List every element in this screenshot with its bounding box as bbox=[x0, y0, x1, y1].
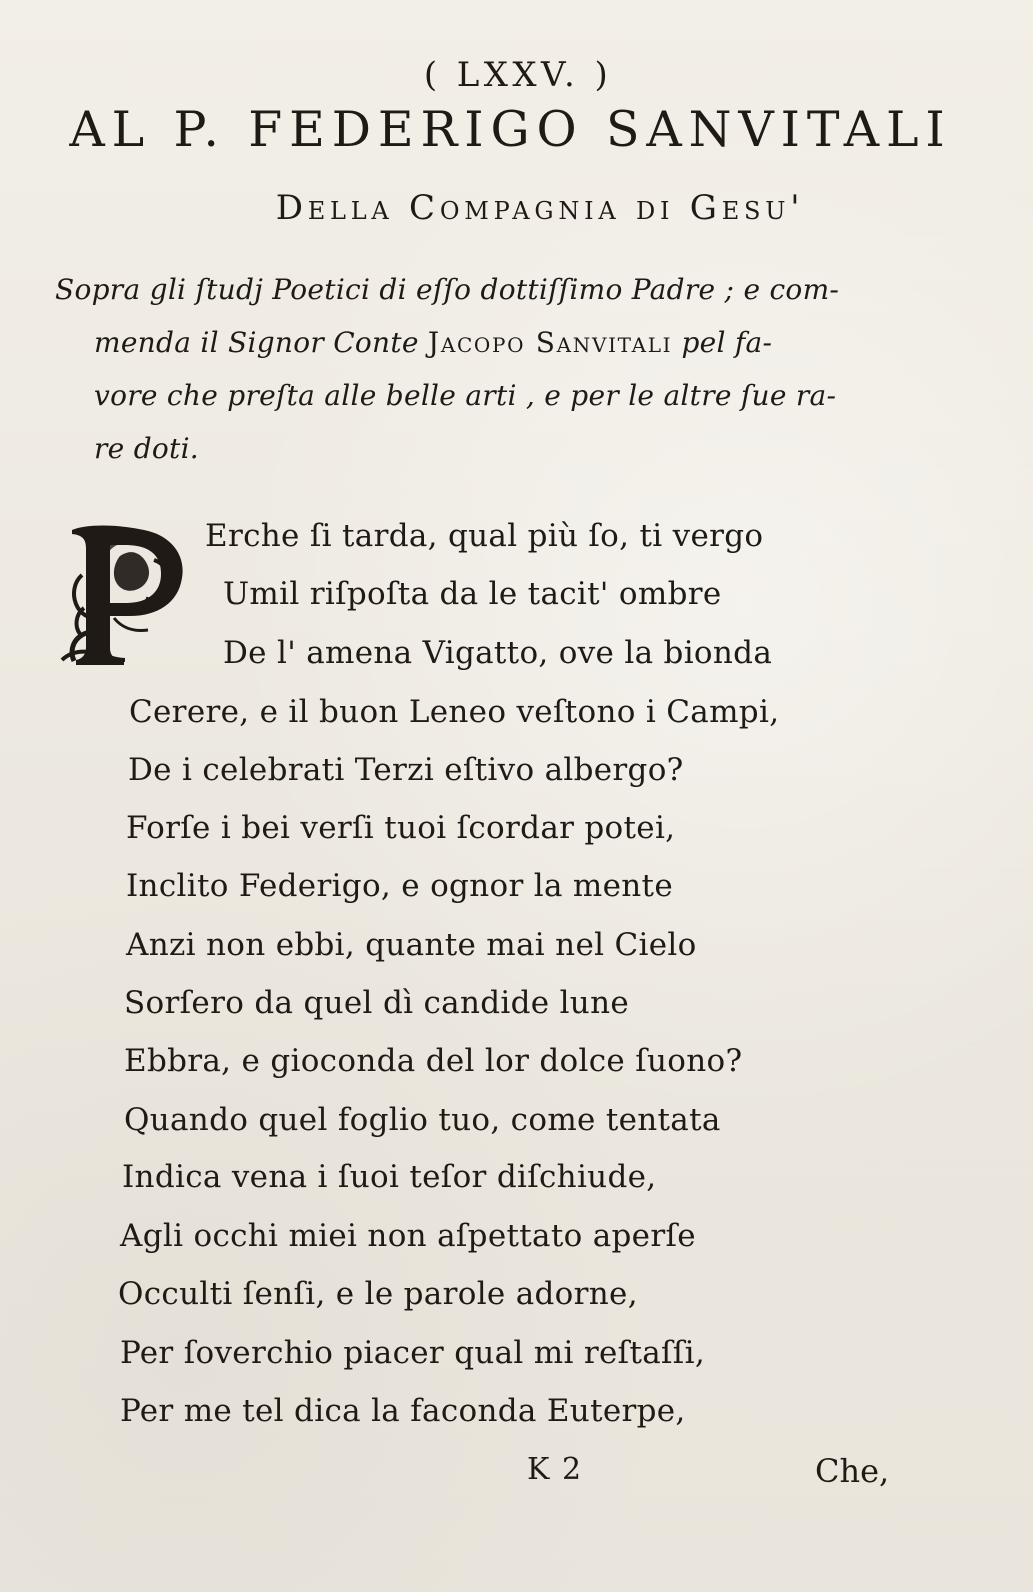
poem-line-2: Umil riſpoſta da le tacit' ombre bbox=[223, 576, 722, 612]
subheading: Della Compagnia di Gesu' bbox=[275, 188, 805, 228]
poem-line-9: Sorſero da quel dì candide lune bbox=[124, 985, 630, 1021]
poem-line-11: Quando quel foglio tuo, come tentata bbox=[124, 1102, 721, 1138]
intro-line-2-start: menda il Signor Conte bbox=[94, 326, 428, 359]
poem-line-5: De i celebrati Terzi eſtivo albergo? bbox=[128, 752, 684, 788]
poem-line-10: Ebbra, e gioconda del lor dolce ſuono? bbox=[124, 1043, 743, 1079]
intro-line-2-name: Jacopo Sanvitali bbox=[427, 326, 673, 359]
poem-line-6: Forſe i bei verſi tuoi ſcordar potei, bbox=[126, 810, 676, 846]
poem-line-3: De l' amena Vigatto, ove la bionda bbox=[223, 635, 773, 671]
intro-line-3: vore che preſta alle belle arti , e per le altre ſue ra- bbox=[94, 379, 837, 412]
poem-line-13: Agli occhi miei non aſpettato aperſe bbox=[120, 1218, 696, 1254]
running-header: ( LXXV. ) bbox=[423, 55, 613, 95]
page-title: AL P. FEDERIGO SANVITALI bbox=[69, 101, 952, 158]
poem-line-1: Erche ſi tarda, qual più ſo, ti vergo bbox=[205, 518, 764, 554]
signature-mark: K 2 bbox=[527, 1452, 583, 1487]
intro-line-2-end: pel fa- bbox=[672, 326, 773, 359]
poem-line-4: Cerere, e il buon Leneo veſtono i Campi, bbox=[129, 694, 780, 730]
poem-line-7: Inclito Federigo, e ognor la mente bbox=[126, 868, 673, 904]
ornamental-initial-p-icon bbox=[58, 520, 200, 668]
poem-line-15: Per ſoverchio piacer qual mi reſtaſſi, bbox=[120, 1335, 705, 1371]
poem-line-8: Anzi non ebbi, quante mai nel Cielo bbox=[126, 927, 697, 963]
intro-line-4: re doti. bbox=[94, 432, 199, 465]
poem-line-14: Occulti ſenſi, e le parole adorne, bbox=[118, 1276, 638, 1312]
poem-line-12: Indica vena i ſuoi teſor diſchiude, bbox=[122, 1159, 657, 1195]
intro-line-1: Sopra gli ſtudj Poetici di eſſo dottiſſimo Padre ; e com- bbox=[55, 273, 840, 306]
catchword: Che, bbox=[815, 1452, 890, 1490]
poem-line-16: Per me tel dica la faconda Euterpe, bbox=[120, 1393, 686, 1429]
